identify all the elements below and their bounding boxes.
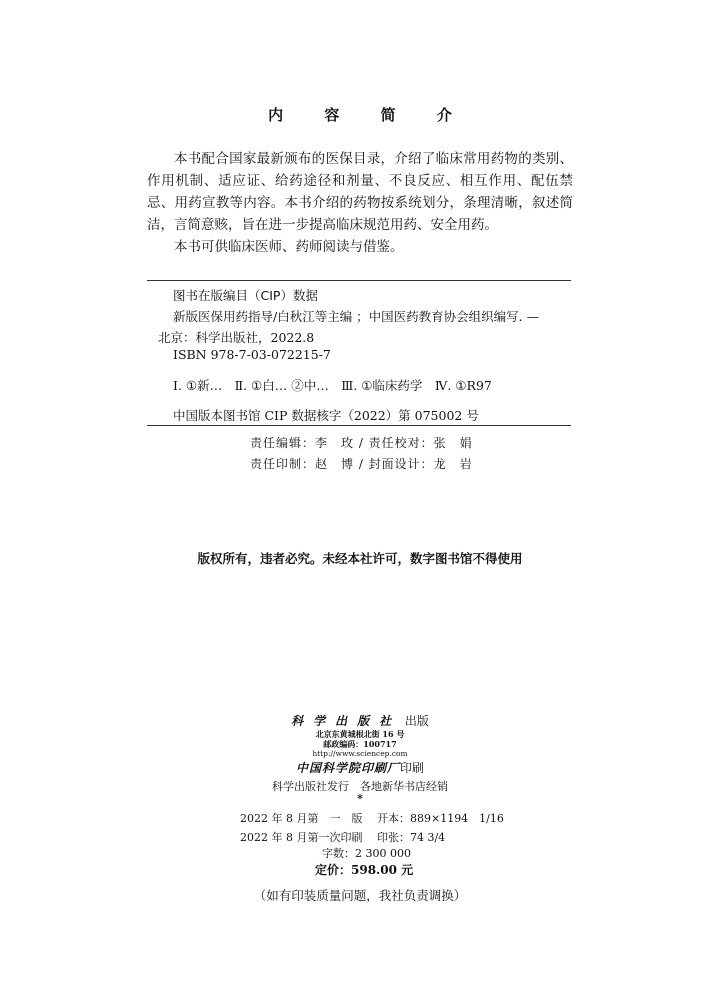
word-count: 字数：2 300 000 (322, 847, 411, 860)
staff-editors: 责任编辑：李 玫 / 责任校对：张 娟 (250, 436, 473, 450)
printer-line (0, 759, 720, 776)
printer-name: 中国科学院印刷厂 (295, 761, 400, 775)
intro-paragraph-2: 本书可供临床医师、药师阅读与借鉴。 (174, 239, 404, 255)
cip-bottom-rule (147, 425, 571, 426)
price: 定价：598.00 元 (315, 863, 414, 877)
cip-top-rule (147, 280, 571, 281)
printing-info: 2022 年 8 月第一次印刷 印张：74 3/4 (240, 831, 446, 844)
quality-note: （如有印装质量问题，我社负责调换） (253, 888, 467, 903)
cip-isbn: ISBN 978-7-03-072215-7 (173, 347, 331, 362)
edition-info: 2022 年 8 月第 一 版 开本：889×1194 1/16 (240, 812, 504, 825)
publisher-line (0, 712, 720, 729)
publisher-address: 北京东黄城根北街 16 号 (315, 729, 405, 739)
publisher-suffix: 出版 (404, 714, 429, 728)
cip-title: 图书在版编目（CIP）数据 (173, 288, 318, 303)
cip-line-2: 北京：科学出版社，2022.8 (158, 330, 315, 345)
cip-record-number: 中国版本图书馆 CIP 数据核字（2022）第 075002 号 (173, 408, 479, 423)
cip-line-1: 新版医保用药指导/白秋江等主编 ；中国医药教育协会组织编写. — (173, 309, 540, 324)
publisher-url: http://www.sciencep.com (312, 749, 408, 758)
copyright-notice: 版权所有，违者必究。未经本社许可，数字图书馆不得使用 (197, 551, 523, 566)
page-title: 内 容 简 介 (268, 106, 470, 124)
intro-text (147, 148, 573, 258)
publisher-postcode: 邮政编码：100717 (323, 739, 397, 749)
distribution-info: 科学出版社发行 各地新华书店经销 (272, 780, 448, 793)
separator-star: * (357, 792, 363, 805)
publisher-logo: 科学出版社 (291, 714, 402, 728)
intro-paragraph-1: 本书配合国家最新颁布的医保目录，介绍了临床常用药物的类别、作用机制、适应证、给药途径和剂量、不良反应、相互作用、配伍禁忌、用药宣教等内容。本书介绍的药物按系统划分，条理清晰，叙述简洁，言简意赅，旨在进一步提高临床规范用药、安全用药。 (147, 151, 573, 233)
cip-classification: Ⅰ. ①新… Ⅱ. ①白… ②中… Ⅲ. ①临床药学 Ⅳ. ①R97 (173, 378, 492, 393)
staff-production: 责任印制：赵 博 / 封面设计：龙 岩 (250, 457, 473, 471)
printer-suffix: 印刷 (400, 761, 425, 775)
